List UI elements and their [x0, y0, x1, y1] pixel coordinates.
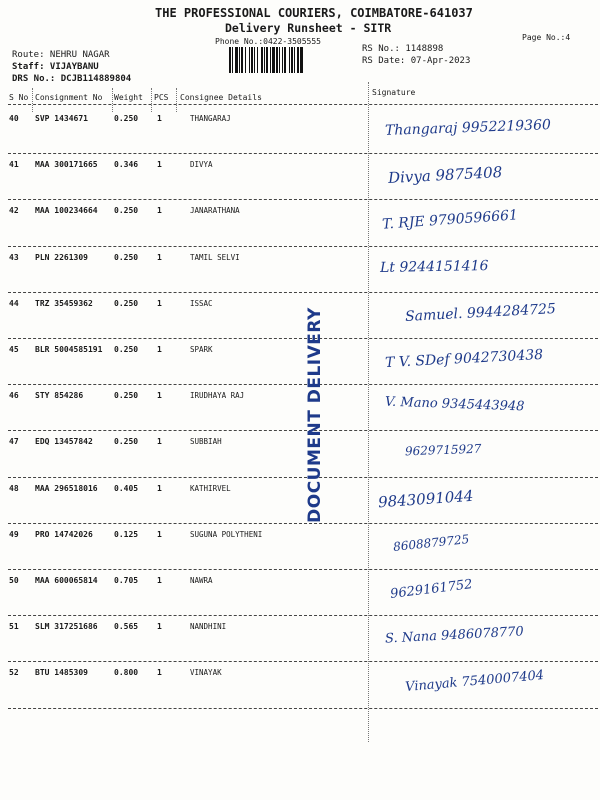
cell-consignment: PLN 2261309	[35, 252, 88, 262]
cell-weight: 0.405	[114, 483, 139, 493]
cell-sno: 42	[9, 206, 19, 216]
cell-pcs: 1	[157, 668, 162, 678]
handwritten-signature: 9843091044	[377, 486, 474, 511]
cell-pcs: 1	[157, 114, 162, 123]
cell-weight: 0.250	[114, 391, 139, 401]
handwritten-signature: Samuel. 9944284725	[404, 300, 557, 325]
cell-weight: 0.125	[114, 529, 139, 539]
cell-weight: 0.250	[114, 437, 139, 447]
cell-consignee: IRUDHAYA RAJ	[190, 391, 245, 401]
cell-consignment: MAA 296518016	[35, 483, 98, 493]
row-divider	[8, 569, 598, 570]
handwritten-signature: Thangaraj 9952219360	[384, 117, 552, 139]
runsheet-title: Delivery Runsheet - SITR	[225, 21, 392, 35]
row-divider	[8, 615, 598, 616]
cell-pcs: 1	[157, 160, 162, 170]
cell-consignee: KATHIRVEL	[190, 483, 231, 493]
cell-consignment: SLM 317251686	[35, 622, 98, 632]
cell-consignment: MAA 100234664	[35, 206, 98, 216]
column-header-pcs: PCS	[154, 93, 169, 102]
document-delivery-stamp	[300, 307, 330, 523]
rs-date: RS Date: 07-Apr-2023	[362, 56, 471, 66]
cell-consignee: SUGUNA POLYTHENI	[190, 529, 263, 539]
table-row	[0, 253, 600, 299]
cell-consignment: TRZ 35459362	[35, 298, 93, 308]
handwritten-signature: S. Nana 9486078770	[384, 624, 525, 647]
cell-sno: 44	[9, 298, 19, 308]
cell-sno: 41	[9, 160, 19, 170]
column-header-sno: S No	[9, 93, 29, 102]
column-header-weight: Weight	[114, 93, 143, 102]
cell-consignee: THANGARAJ	[190, 114, 231, 123]
cell-consignee: DIVYA	[190, 160, 213, 170]
column-divider	[176, 88, 177, 112]
cell-consignment: MAA 600065814	[35, 576, 98, 585]
cell-consignee: ISSAC	[190, 298, 213, 308]
column-header-consignee: Consignee Details	[180, 93, 262, 102]
table-row	[0, 668, 600, 714]
cell-pcs: 1	[157, 345, 162, 354]
table-row	[0, 530, 600, 576]
cell-sno: 48	[9, 483, 19, 493]
handwritten-signature: 8608879725	[392, 531, 470, 554]
handwritten-signature: V. Mano 9345443948	[384, 394, 525, 415]
cell-pcs: 1	[157, 437, 162, 447]
table-row	[0, 114, 600, 160]
cell-consignee: SPARK	[190, 345, 213, 354]
cell-pcs: 1	[157, 576, 162, 585]
cell-consignment: MAA 300171665	[35, 160, 98, 170]
table-row	[0, 160, 600, 206]
cell-sno: 40	[9, 114, 19, 123]
drs-number: DRS No.: DCJB114889804	[12, 74, 132, 84]
header-rule	[8, 104, 598, 105]
cell-sno: 43	[9, 252, 19, 262]
cell-pcs: 1	[157, 252, 162, 262]
cell-consignee: VINAYAK	[190, 668, 222, 678]
handwritten-signature: Lt 9244151416	[379, 257, 489, 276]
cell-weight: 0.250	[114, 206, 139, 216]
column-header-signature: Signature	[372, 88, 416, 97]
cell-weight: 0.565	[114, 622, 139, 632]
cell-sno: 49	[9, 529, 19, 539]
cell-sno: 46	[9, 391, 19, 401]
cell-consignment: BTU 1485309	[35, 668, 88, 678]
column-divider	[151, 88, 152, 112]
row-divider	[8, 661, 598, 662]
page-number: Page No.:4	[522, 33, 571, 42]
row-divider	[8, 708, 598, 709]
cell-consignment: EDQ 13457842	[35, 437, 93, 447]
handwritten-signature: Vinayak 7540007404	[404, 668, 545, 696]
table-row	[0, 206, 600, 252]
cell-weight: 0.800	[114, 668, 139, 678]
row-divider	[8, 199, 598, 200]
column-divider	[112, 88, 113, 112]
cell-pcs: 1	[157, 529, 162, 539]
cell-weight: 0.250	[114, 298, 139, 308]
cell-consignment: BLR 5004585191	[35, 345, 103, 354]
row-divider	[8, 153, 598, 154]
table-row	[0, 622, 600, 668]
cell-weight: 0.705	[114, 576, 139, 585]
row-divider	[8, 523, 598, 524]
row-divider	[8, 246, 598, 247]
cell-consignment: PRO 14742026	[35, 529, 93, 539]
handwritten-signature: Divya 9875408	[387, 163, 503, 188]
cell-sno: 52	[9, 668, 19, 678]
stamp-text: DOCUMENT DELIVERY	[305, 307, 325, 523]
cell-pcs: 1	[157, 391, 162, 401]
cell-pcs: 1	[157, 298, 162, 308]
cell-pcs: 1	[157, 622, 162, 632]
cell-weight: 0.346	[114, 160, 139, 170]
cell-weight: 0.250	[114, 114, 139, 123]
cell-sno: 51	[9, 622, 19, 632]
phone-number: Phone No.:0422-3505555	[215, 37, 321, 46]
table-row	[0, 576, 600, 622]
cell-consignee: TAMIL SELVI	[190, 252, 240, 262]
cell-pcs: 1	[157, 206, 162, 216]
cell-sno: 50	[9, 576, 19, 585]
handwritten-signature: T. RJE 9790596661	[381, 207, 519, 234]
column-header-consignment: Consignment No	[35, 93, 103, 102]
cell-consignee: JANARATHANA	[190, 206, 240, 216]
cell-consignee: SUBBIAH	[190, 437, 222, 447]
cell-sno: 47	[9, 437, 19, 447]
cell-weight: 0.250	[114, 345, 139, 354]
cell-consignee: NANDHINI	[190, 622, 227, 632]
cell-consignment: STY 854286	[35, 391, 84, 401]
handwritten-signature: T V. SDef 9042730438	[384, 346, 544, 372]
company-title: THE PROFESSIONAL COURIERS, COIMBATORE-641037	[155, 6, 473, 20]
row-divider	[8, 292, 598, 293]
barcode	[229, 47, 353, 73]
cell-sno: 45	[9, 345, 19, 354]
staff-label: Staff: VIJAYBANU	[12, 62, 99, 72]
cell-pcs: 1	[157, 483, 162, 493]
cell-consignee: NAWRA	[190, 576, 213, 585]
cell-consignment: SVP 1434671	[35, 114, 88, 123]
handwritten-signature: 9629715927	[404, 442, 482, 459]
route-label: Route: NEHRU NAGAR	[12, 50, 110, 60]
column-divider	[32, 88, 33, 112]
rs-number: RS No.: 1148898	[362, 44, 444, 54]
cell-weight: 0.250	[114, 252, 139, 262]
handwritten-signature: 9629161752	[389, 577, 474, 602]
